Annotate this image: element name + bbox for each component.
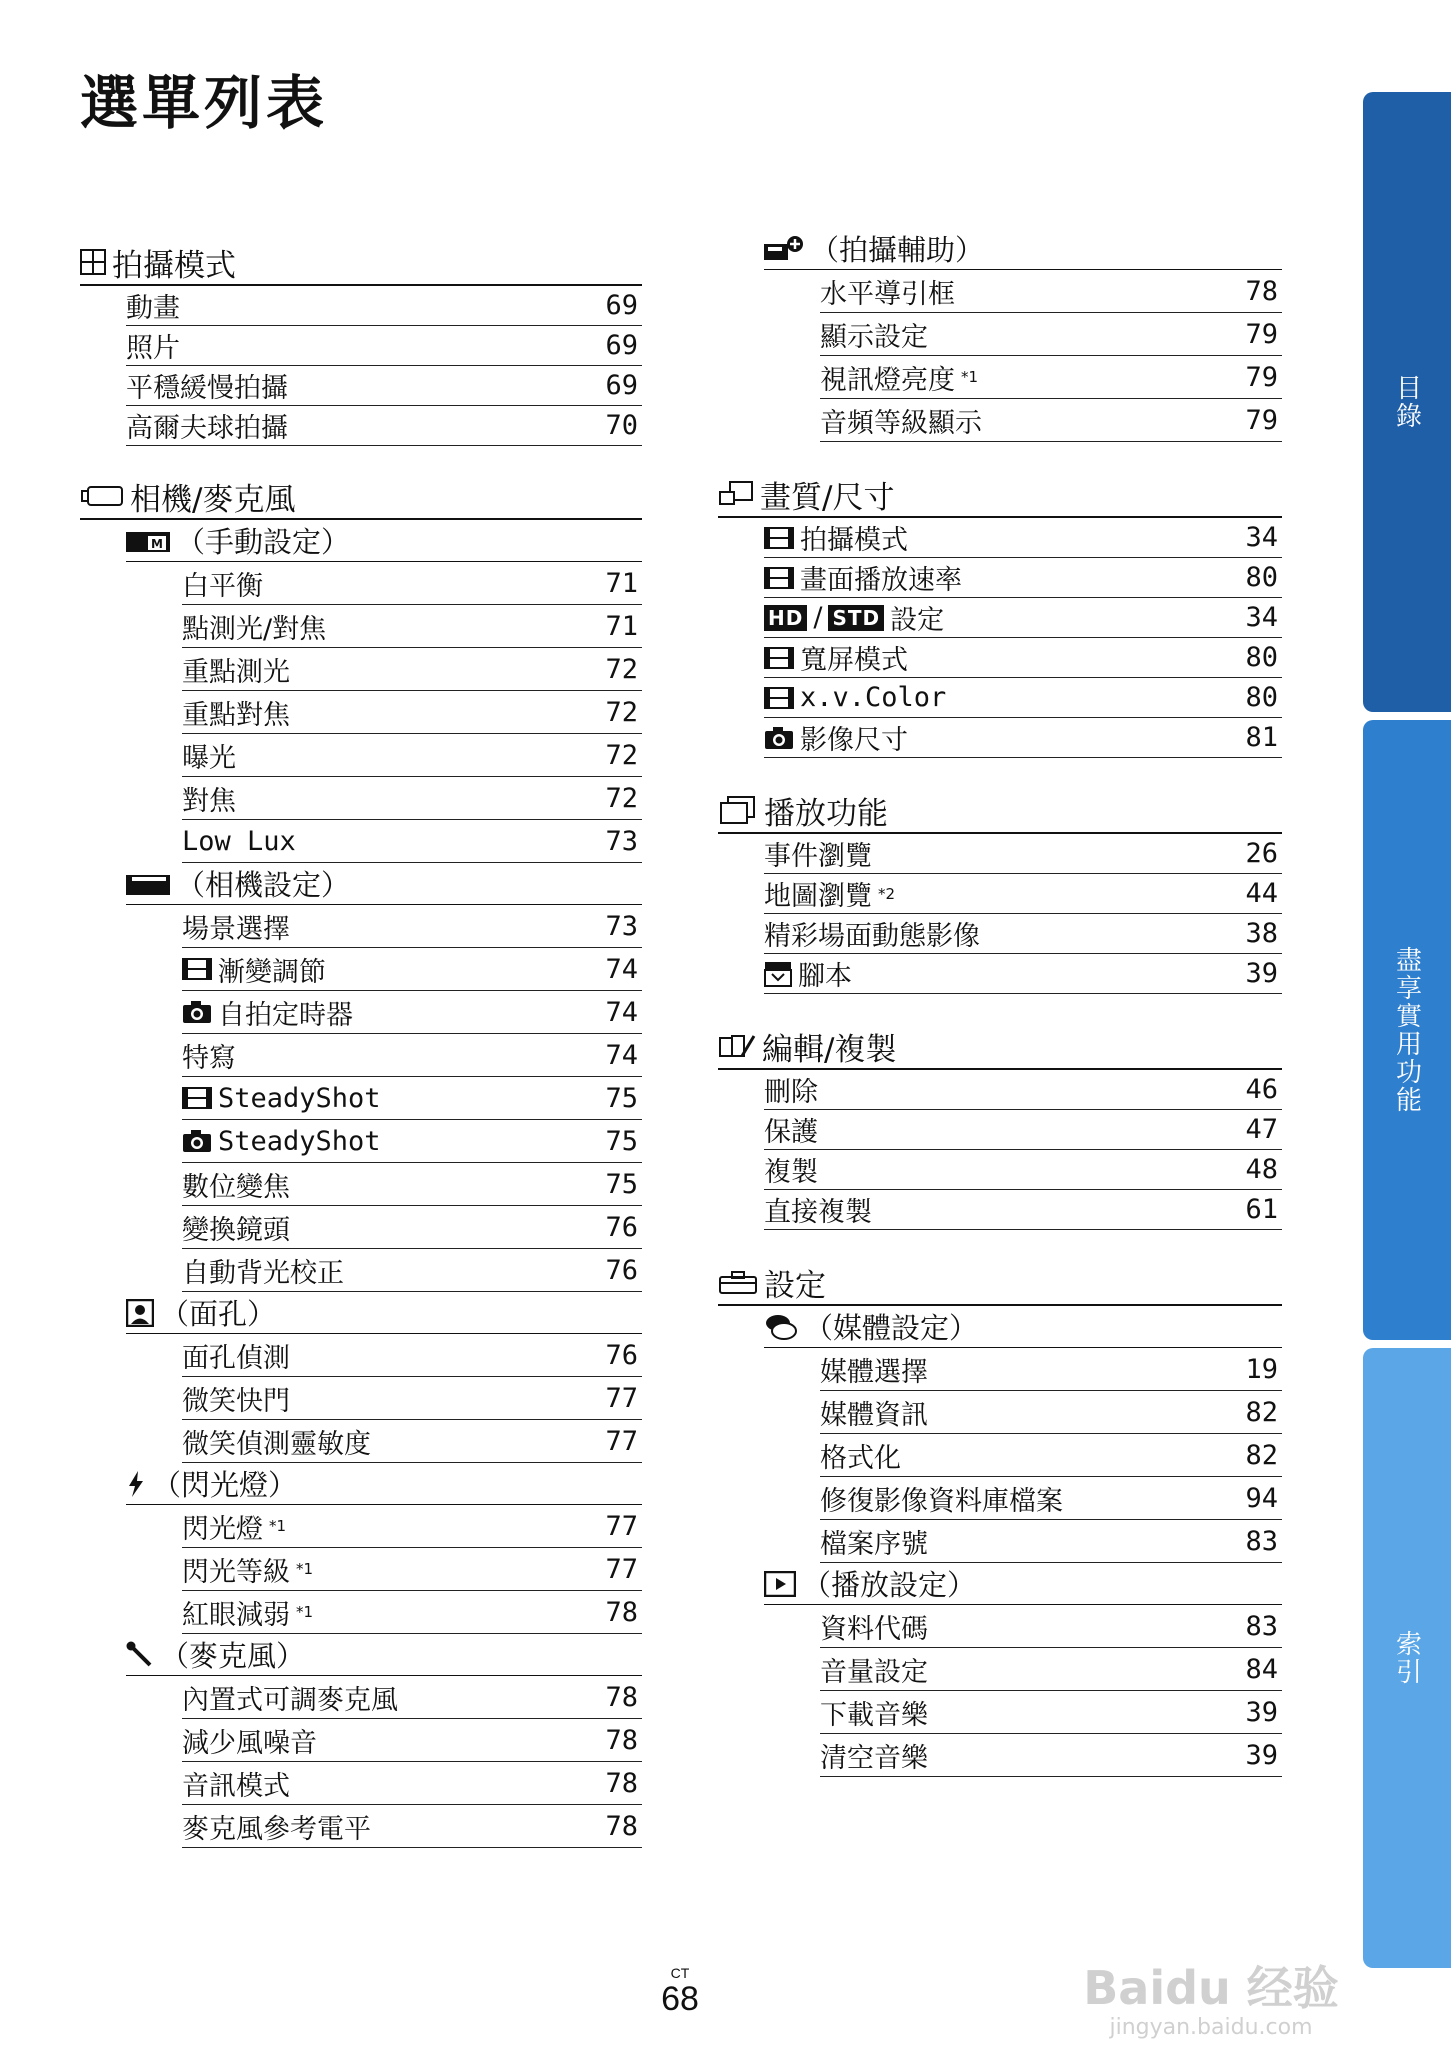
menu-row[interactable]: x.v.Color 80 bbox=[764, 678, 1282, 718]
menu-row[interactable]: 白平衡 71 bbox=[182, 562, 642, 605]
flash-icon bbox=[126, 1470, 146, 1498]
section-playback: 播放功能 bbox=[718, 788, 1282, 834]
menu-row[interactable]: 下載音樂 39 bbox=[820, 1691, 1282, 1734]
face-icon bbox=[126, 1299, 154, 1327]
menu-row[interactable]: 閃光燈 *1 77 bbox=[182, 1505, 642, 1548]
menu-row[interactable]: 視訊燈亮度 *1 79 bbox=[820, 356, 1282, 399]
menu-row[interactable]: 平穩緩慢拍攝 69 bbox=[126, 366, 642, 406]
section-camera-mic bbox=[80, 474, 642, 520]
watermark: Baidu 经验 jingyan.baidu.com bbox=[1083, 1961, 1339, 2040]
menu-row[interactable]: 重點對焦 72 bbox=[182, 691, 642, 734]
menu-row[interactable]: 複製 48 bbox=[764, 1150, 1282, 1190]
scenario-icon bbox=[764, 961, 792, 987]
menu-row[interactable]: 音訊模式 78 bbox=[182, 1762, 642, 1805]
film-icon bbox=[764, 567, 794, 589]
film-icon bbox=[182, 1087, 212, 1109]
section-title: 相機/麥克風 bbox=[130, 481, 296, 518]
menu-row[interactable]: 自動背光校正 76 bbox=[182, 1249, 642, 1292]
subsection-camera: （相機設定） bbox=[126, 863, 642, 905]
std-badge: STD bbox=[828, 605, 884, 631]
menu-row[interactable]: 影像尺寸 81 bbox=[764, 718, 1282, 758]
toolbox-icon bbox=[718, 1269, 758, 1295]
menu-row[interactable]: 寬屏模式 80 bbox=[764, 638, 1282, 678]
menu-row[interactable]: 高爾夫球拍攝 70 bbox=[126, 406, 642, 446]
camera-icon bbox=[80, 483, 124, 509]
menu-row[interactable]: 面孔偵測 76 bbox=[182, 1334, 642, 1377]
menu-row[interactable]: 畫面播放速率 80 bbox=[764, 558, 1282, 598]
menu-row[interactable]: 漸變調節 74 bbox=[182, 948, 642, 991]
left-column bbox=[80, 240, 642, 1848]
menu-row[interactable]: 格式化 82 bbox=[820, 1434, 1282, 1477]
menu-row[interactable]: 地圖瀏覽 *2 44 bbox=[764, 874, 1282, 914]
tab-useful-functions[interactable]: 盡享實用功能 bbox=[1363, 720, 1451, 1340]
subsection-flash: （閃光燈） bbox=[126, 1463, 642, 1505]
menu-row[interactable]: 刪除 46 bbox=[764, 1070, 1282, 1110]
subsection-media: （媒體設定） bbox=[764, 1306, 1282, 1348]
menu-row[interactable]: 媒體資訊 82 bbox=[820, 1391, 1282, 1434]
menu-row[interactable]: 曝光 72 bbox=[182, 734, 642, 777]
subsection-manual: M （手動設定） bbox=[126, 520, 642, 562]
menu-row[interactable]: 自拍定時器 74 bbox=[182, 991, 642, 1034]
menu-row[interactable]: SteadyShot 75 bbox=[182, 1120, 642, 1163]
menu-row[interactable]: 修復影像資料庫檔案 94 bbox=[820, 1477, 1282, 1520]
film-icon bbox=[182, 958, 212, 980]
menu-row[interactable]: SteadyShot 75 bbox=[182, 1077, 642, 1120]
page-title: 選單列表 bbox=[80, 69, 329, 137]
menu-row[interactable]: 減少風噪音 78 bbox=[182, 1719, 642, 1762]
hd-badge: HD bbox=[764, 605, 807, 631]
grid-icon bbox=[80, 249, 106, 275]
menu-row[interactable]: 變換鏡頭 76 bbox=[182, 1206, 642, 1249]
subsection-face: （面孔） bbox=[126, 1292, 642, 1334]
media-icon bbox=[764, 1313, 798, 1341]
menu-row[interactable]: 重點測光 72 bbox=[182, 648, 642, 691]
tab-contents[interactable]: 目錄 bbox=[1363, 92, 1451, 712]
film-icon bbox=[764, 527, 794, 549]
menu-row[interactable]: 清空音樂 39 bbox=[820, 1734, 1282, 1777]
manual-camera-icon bbox=[126, 528, 170, 554]
menu-row[interactable]: 腳本 39 bbox=[764, 954, 1282, 994]
film-icon bbox=[764, 647, 794, 669]
page-number: CT 68 bbox=[661, 1965, 699, 2018]
microphone-icon bbox=[126, 1641, 154, 1669]
menu-row[interactable]: 精彩場面動態影像 38 bbox=[764, 914, 1282, 954]
menu-row[interactable]: 顯示設定 79 bbox=[820, 313, 1282, 356]
menu-row[interactable]: 內置式可調麥克風 78 bbox=[182, 1676, 642, 1719]
menu-row[interactable]: 照片 69 bbox=[126, 326, 642, 366]
film-icon bbox=[764, 687, 794, 709]
menu-row[interactable]: 對焦 72 bbox=[182, 777, 642, 820]
right-column bbox=[718, 228, 1282, 1777]
subsection-mic: （麥克風） bbox=[126, 1634, 642, 1676]
menu-row[interactable]: 媒體選擇 19 bbox=[820, 1348, 1282, 1391]
subsection-assist: （拍攝輔助） bbox=[764, 228, 1282, 270]
shooting-assist-icon bbox=[764, 235, 804, 263]
menu-row[interactable]: 點測光/對焦 71 bbox=[182, 605, 642, 648]
menu-row[interactable]: 音量設定 84 bbox=[820, 1648, 1282, 1691]
menu-row[interactable]: 特寫 74 bbox=[182, 1034, 642, 1077]
section-quality: 畫質/尺寸 bbox=[718, 472, 1282, 518]
menu-row[interactable]: 資料代碼 83 bbox=[820, 1605, 1282, 1648]
subsection-play-settings: （播放設定） bbox=[764, 1563, 1282, 1605]
menu-row[interactable]: 直接複製 61 bbox=[764, 1190, 1282, 1230]
photo-camera-icon bbox=[182, 1129, 212, 1153]
photo-camera-icon bbox=[764, 726, 794, 750]
section-edit: 編輯/複製 bbox=[718, 1024, 1282, 1070]
menu-row[interactable]: 紅眼減弱 *1 78 bbox=[182, 1591, 642, 1634]
menu-row[interactable]: 拍攝模式 34 bbox=[764, 518, 1282, 558]
menu-row[interactable]: 水平導引框 78 bbox=[820, 270, 1282, 313]
section-setup: 設定 bbox=[718, 1260, 1282, 1306]
play-icon bbox=[764, 1571, 796, 1597]
menu-row[interactable]: 音頻等級顯示 79 bbox=[820, 399, 1282, 442]
camera-settings-icon bbox=[126, 871, 170, 897]
tab-index[interactable]: 索引 bbox=[1363, 1348, 1451, 1968]
menu-row[interactable]: 檔案序號 83 bbox=[820, 1520, 1282, 1563]
menu-row[interactable]: HD / STD 設定 34 bbox=[764, 598, 1282, 638]
menu-row[interactable]: 數位變焦 75 bbox=[182, 1163, 642, 1206]
menu-row[interactable]: 動畫 69 bbox=[126, 286, 642, 326]
menu-row[interactable]: 微笑偵測靈敏度 77 bbox=[182, 1420, 642, 1463]
menu-row[interactable]: 微笑快門 77 bbox=[182, 1377, 642, 1420]
menu-row[interactable]: 場景選擇 73 bbox=[182, 905, 642, 948]
menu-row[interactable]: 保護 47 bbox=[764, 1110, 1282, 1150]
section-shoot-mode bbox=[80, 240, 642, 286]
photo-camera-icon bbox=[182, 1000, 212, 1024]
svg-text:M: M bbox=[151, 536, 163, 551]
menu-row[interactable]: 閃光等級 *1 77 bbox=[182, 1548, 642, 1591]
image-size-icon bbox=[718, 480, 754, 508]
menu-row[interactable]: Low Lux 73 bbox=[182, 820, 642, 863]
menu-row[interactable]: 麥克風參考電平 78 bbox=[182, 1805, 642, 1848]
playback-icon bbox=[718, 795, 758, 825]
section-title: 拍攝模式 bbox=[112, 247, 236, 284]
edit-copy-icon bbox=[718, 1032, 756, 1060]
menu-row[interactable]: 事件瀏覽 26 bbox=[764, 834, 1282, 874]
